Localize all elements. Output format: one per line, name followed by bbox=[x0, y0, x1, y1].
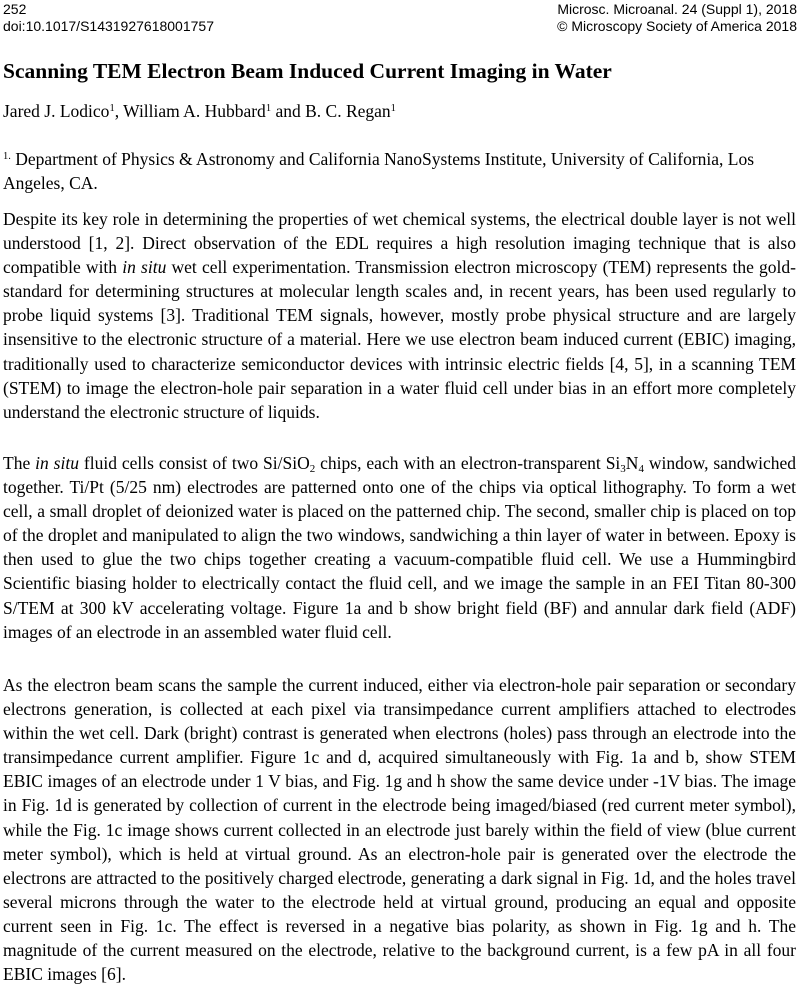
text-run: window, sandwiched together. Ti/Pt (5/25 nm) electrodes are patterned onto one of the chips via optical lithography. To form a wet cell, a small droplet of deionized water is placed on the patterned chip. The second, smaller chip is placed on top of the droplet and manipulated to align the two windows, sandwiching a thin layer of water in between. Epoxy is then used to glue the two chips together creating a vacuum-compatible fluid cell. We use a Hummingbird Scientific biasing holder to electrically contact the fluid cell, and we image the sample in an FEI Titan 80-300 S/TEM at 300 kV accelerating voltage. Figure 1a and b show bright field (BF) and annular dark field (ADF) images of an electrode in an assembled water fluid cell. bbox=[3, 453, 797, 642]
body-paragraph-3: As the electron beam scans the sample the current induced, either via electron-hole pair separation or secondary electrons generation, is collected at each pixel via transimpedance current amplifiers attached to electrodes within the wet cell. Dark (bright) contrast is generated when electrons (holes) pass through an electrode into the transimpedance current amplifier. Figure 1c and d, acquired simultaneously with Fig. 1a and b, show STEM EBIC images of an electrode under 1 V bias, and Fig. 1g and h show the same device under -1V bias. The image in Fig. 1d is generated by collection of current in the electrode being imaged/biased (red current meter symbol), while the Fig. 1c image shows current collected in an electrode just barely within the field of view (blue current meter symbol), which is held at virtual ground. As an electron-hole pair is generated over the electrode the electrons are attracted to the positively charged electrode, generating a dark signal in Fig. 1d, and the holes travel several microns through the water to the electrode held at virtual ground, producing an equal and opposite current seen in Fig. 1c. The effect is reversed in a negative bias polarity, as shown in Fig. 1g and h. The magnitude of the current measured on the electrode, relative to the background current, is a few pA in all four EBIC images [6]. bbox=[3, 675, 796, 985]
doi: doi:10.1017/S1431927618001757 bbox=[3, 18, 214, 34]
italic-text: in situ bbox=[35, 453, 79, 473]
journal-citation: Microsc. Microanal. 24 (Suppl 1), 2018 bbox=[557, 1, 797, 17]
article-title: Scanning TEM Electron Beam Induced Current Imaging in Water bbox=[3, 59, 612, 83]
italic-text: in situ bbox=[122, 257, 167, 278]
text-run: chips, each with an electron-transparent Si bbox=[315, 453, 621, 473]
text-run: N bbox=[625, 453, 639, 473]
author-separator: , bbox=[114, 101, 124, 121]
affiliation-text: Department of Physics & Astronomy and California NanoSystems Institute, University of California, Los Angeles, CA. bbox=[3, 149, 755, 193]
affiliation-marker: 1. bbox=[3, 151, 11, 162]
author-name: Jared J. Lodico bbox=[3, 101, 110, 121]
text-run: fluid cells consist of two Si/SiO bbox=[78, 453, 310, 473]
author-name: B. C. Regan bbox=[305, 101, 391, 121]
affiliation-marker: 1 bbox=[109, 103, 115, 114]
body-paragraph-2 bbox=[3, 451, 796, 644]
body-paragraph-1 bbox=[3, 207, 796, 424]
affiliation-marker: 1 bbox=[265, 103, 272, 114]
author-list bbox=[3, 101, 396, 122]
subscript: 3 bbox=[620, 463, 626, 475]
copyright-notice: © Microscopy Society of America 2018 bbox=[557, 18, 797, 34]
text-run: Despite its key role in determining the properties of wet chemical systems, the electrical double layer is not well understood [1, 2]. Direct observation of the EDL requires a high resolution imaging technique that is also compatible with bbox=[3, 209, 796, 278]
affiliation bbox=[3, 147, 791, 195]
affiliation-marker: 1 bbox=[390, 103, 396, 114]
text-run: wet cell experimentation. Transmission electron microscopy (TEM) represents the gold-standard for determining structures at molecular length scales and, in recent years, has been used regularly to probe liquid systems [3]. Traditional TEM signals, however, mostly probe physical structure and are largely insensitive to the electronic structure of a material. Here we use electron beam induced current (EBIC) imaging, traditionally used to characterize semiconductor devices with intrinsic electric fields [4, 5], in a scanning TEM (STEM) to image the electron-hole pair separation in a water fluid cell under bias in an effort more completely understand the electronic structure of liquids. bbox=[3, 257, 796, 422]
page-number: 252 bbox=[3, 1, 27, 17]
subscript: 4 bbox=[638, 463, 644, 475]
subscript: 2 bbox=[309, 463, 316, 475]
text-run: The bbox=[3, 453, 36, 473]
author-name: William A. Hubbard bbox=[123, 101, 266, 121]
author-separator: and bbox=[271, 101, 306, 121]
